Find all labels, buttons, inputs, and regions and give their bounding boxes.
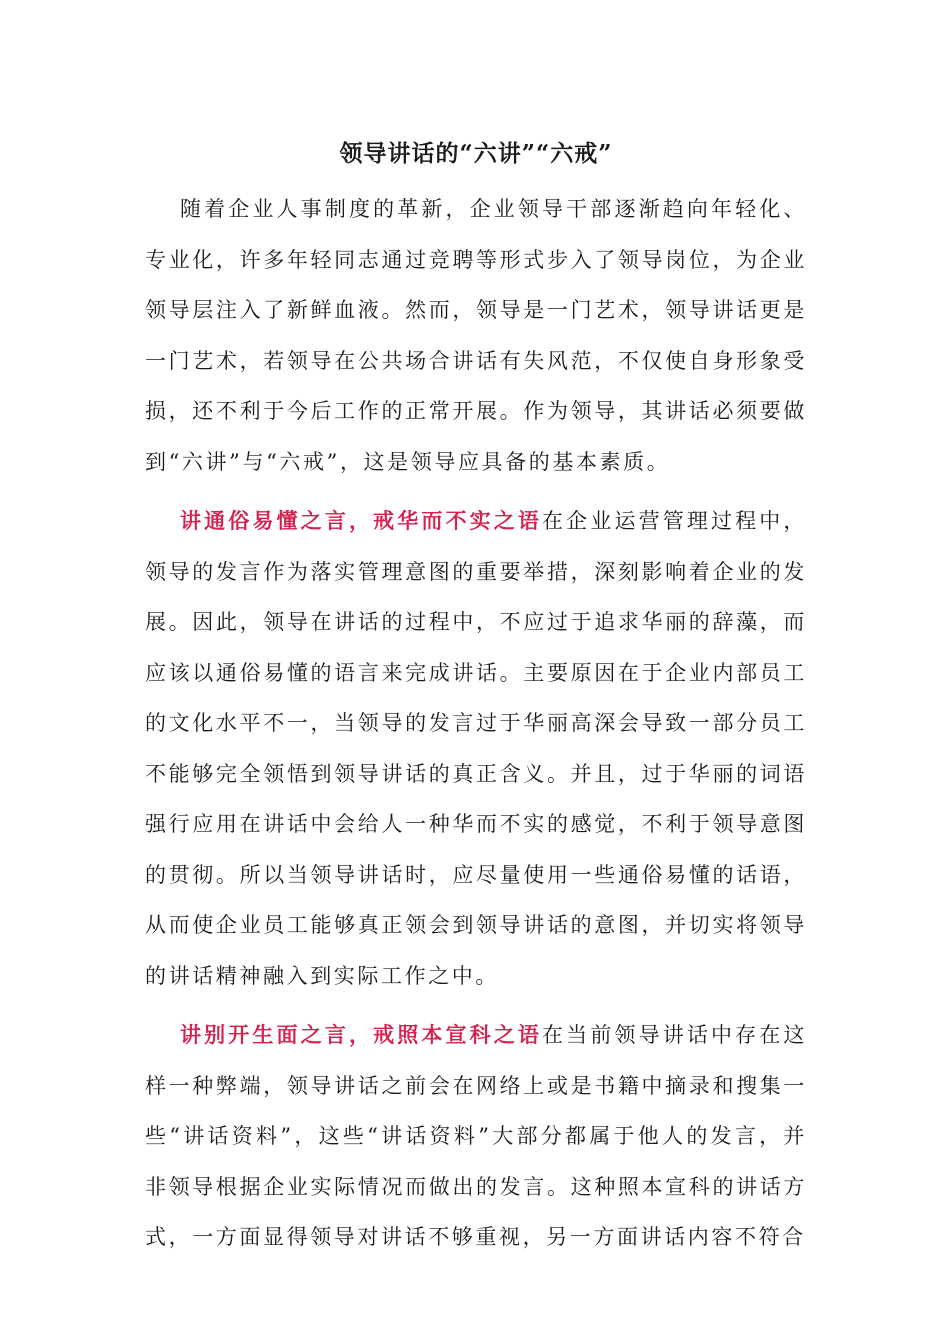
intro-paragraph: 随着企业人事制度的革新，企业领导干部逐渐趋向年轻化、专业化，许多年轻同志通过竞聘等形式步入了领导岗位，为企业领导层注入了新鲜血液。然而，领导是一门艺术，领导讲话更是一门艺术，若领导在公共场合讲话有失风范，不仅使自身形象受损，还不利于今后工作的正常开展。作为领导，其讲话必须要做到“六讲”与“六戒”，这是领导应具备的基本素质。 xyxy=(145,197,807,474)
section-body-2: 在当前领导讲话中存在这样一种弊端，领导讲话之前会在网络上或是书籍中摘录和搜集一些“讲话资料”，这些“讲话资料”大部分都属于他人的发言，并非领导根据企业实际情况而做出的发言。这种照本宣科的讲话方式，一方面显得领导对讲话不够重视，另一方面讲话内容不符合 xyxy=(145,1023,808,1249)
section-paragraph-1 xyxy=(145,496,807,1001)
section-body-1: 在企业运营管理过程中，领导的发言作为落实管理意图的重要举措，深刻影响着企业的发展。因此，领导在讲话的过程中，不应过于追求华丽的辞藻，而应该以通俗易懂的语言来完成讲话。主要原因在于企业内部员工的文化水平不一，当领导的发言过于华丽高深会导致一部分员工不能够完全领悟到领导讲话的真正含义。并且，过于华丽的词语强行应用在讲话中会给人一种华而不实的感觉，不利于领导意图的贯彻。所以当领导讲话时，应尽量使用一些通俗易懂的话语，从而使企业员工能够真正领会到领导讲话的意图，并切实将领导的讲话精神融入到实际工作之中。 xyxy=(145,509,808,988)
section-heading-1: 讲通俗易懂之言，戒华而不实之语 xyxy=(180,508,543,533)
section-paragraph-2 xyxy=(145,1010,807,1263)
document-title: 领导讲话的“六讲”“六戒” xyxy=(339,140,613,167)
section-heading-2: 讲别开生面之言，戒照本宣科之语 xyxy=(180,1022,543,1047)
document-page xyxy=(145,132,807,1272)
